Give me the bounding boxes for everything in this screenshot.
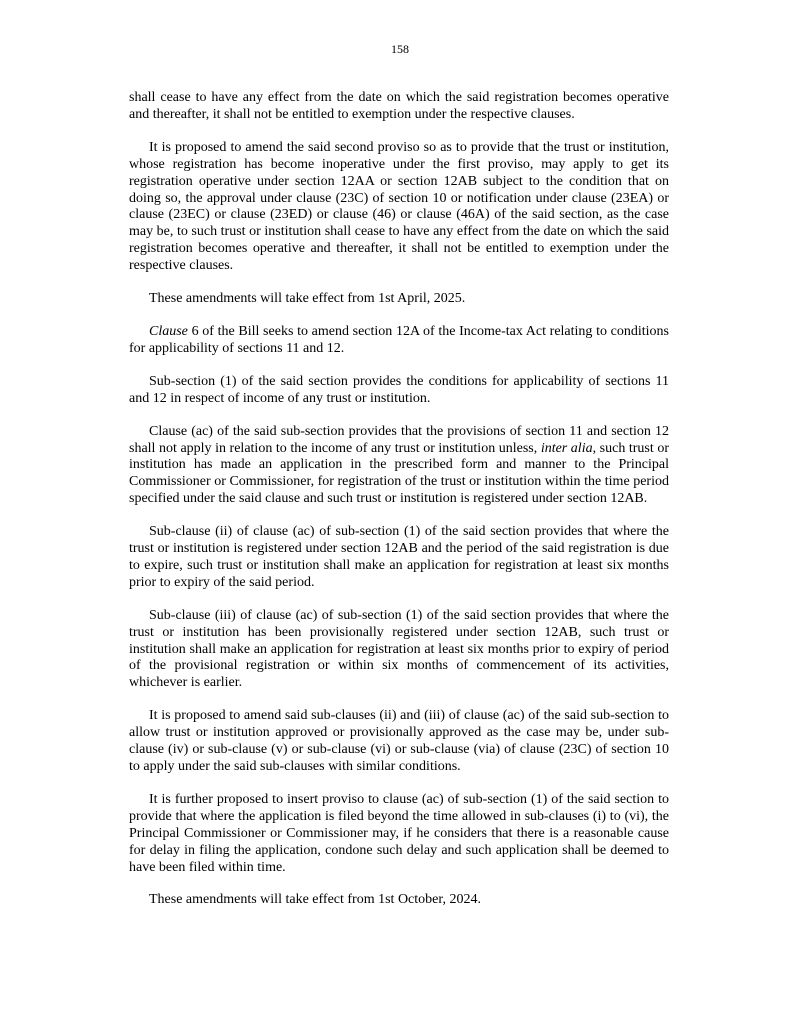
inter-alia-italic: inter alia [540, 440, 593, 456]
clause-6-text: 6 of the Bill seeks to amend section 12A of the Income-tax Act relating to conditions for applicability of sections 11 and 12. [129, 323, 669, 356]
paragraph-insert-proviso: It is further proposed to insert proviso to clause (ac) of sub-section (1) of the said section to provide that where the application is filed beyond the time allowed in sub-clauses (i) to (vi), the Principal Commissioner or Commissioner may, if he considers that there is a reasonable cause for delay in filing the application, condone such delay and such application shall be deemed to have been filed within time. [129, 791, 669, 875]
paragraph-clause-6 [129, 324, 669, 358]
paragraph-second-proviso-amendment: It is proposed to amend the said second proviso so as to provide that the trust or institution, whose registration has become inoperative under the first proviso, may apply to get its registration operative under section 12AA or section 12AB subject to the condition that on doing so, the approval under clause (23C) of section 10 or notification under clause (23EA) or clause (23EC) or clause (23ED) or clause (46) or clause (46A) of the said section, as the case may be, to such trust or institution shall cease to have any effect from the date on which the said registration becomes operative and thereafter, it shall not be entitled to exemption under the respective clauses. [129, 139, 669, 274]
clause-ac-text-after: , such trust or institution has made an application in the prescribed form and manner to the Principal Commissioner or Commissioner, for registration of the trust or institution within the time period specified under the said clause and such trust or institution is registered under section 12AB. [129, 440, 669, 507]
paragraph-subsection-1: Sub-section (1) of the said section provides the conditions for applicability of sections 11 and 12 in respect of income of any trust or institution. [129, 373, 669, 406]
clause-label-italic: Clause [149, 323, 188, 339]
paragraph-sub-clause-ii: Sub-clause (ii) of clause (ac) of sub-section (1) of the said section provides that where the trust or institution is registered under section 12AB and the period of the said registration is due to expire, such trust or institution shall make an application for registration at least six months prior to expiry of the said period. [129, 524, 669, 590]
paragraph-effective-april-2025: These amendments will take effect from 1st April, 2025. [149, 291, 466, 307]
paragraph-continuation: shall cease to have any effect from the date on which the said registration becomes operative and thereafter, it shall not be entitled to exemption under the respective clauses. [129, 90, 669, 122]
paragraph-clause-ac [129, 424, 669, 509]
paragraph-amend-sub-clauses: It is proposed to amend said sub-clauses (ii) and (iii) of clause (ac) of the said sub-section to allow trust or institution approved or provisionally approved as the case may be, under sub-clause (iv) or sub-clause (v) or sub-clause (vi) or sub-clause (via) of clause (23C) of section 10 to apply under the said sub-clauses with similar conditions. [129, 708, 669, 774]
document-body [129, 90, 669, 909]
paragraph-sub-clause-iii: Sub-clause (iii) of clause (ac) of sub-section (1) of the said section provides that where the trust or institution has been provisionally registered under section 12AB, such trust or institution shall make an application for registration at least six months prior to expiry of period of the provisional registration or within six months of commencement of its activities, whichever is earlier. [129, 607, 669, 691]
paragraph-effective-october-2024: These amendments will take effect from 1st October, 2024. [149, 892, 481, 908]
clause-ac-text-before: Clause (ac) of the said sub-section provides that the provisions of section 11 and section 12 shall not apply in relation to the income of any trust or institution unless, [129, 423, 669, 456]
page-number: 158 [391, 42, 409, 56]
